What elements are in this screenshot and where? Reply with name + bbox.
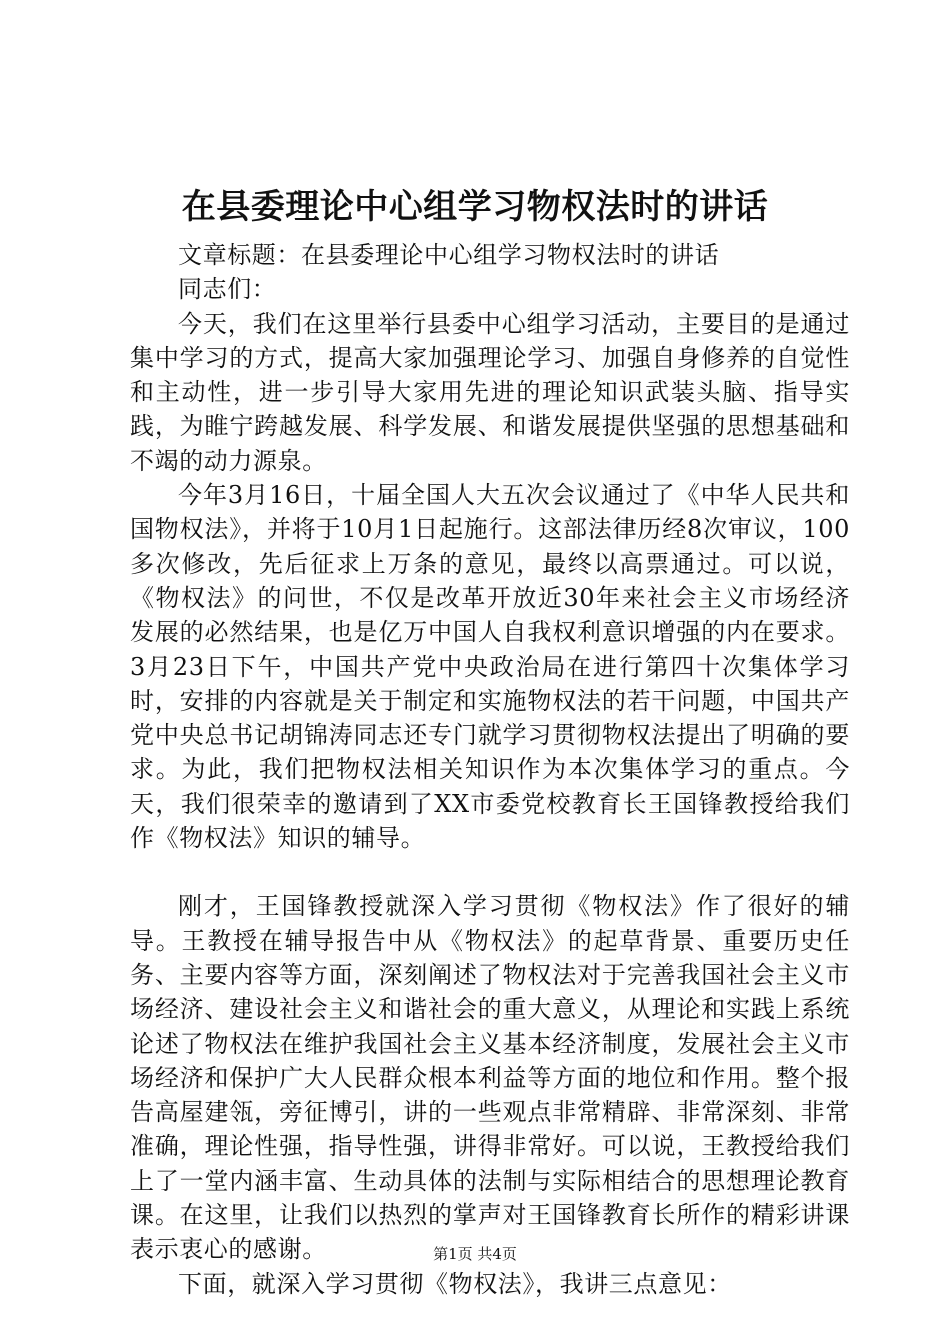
paragraph-3: 刚才，王国锋教授就深入学习贯彻《物权法》作了很好的辅导。王教授在辅导报告中从《物权法》的起草背景、重要历史任务、主要内容等方面，深刻阐述了物权法对于完善我国社会主义市场经济、建设社会主义和谐社会的重大意义，从理论和实践上系统论述了物权法在维护我国社会主义基本经济制度，发展社会主义市场经济和保护广大人民群众根本利益等方面的地位和作用。整个报告高屋建瓴，旁征博引，讲的一些观点非常精辟、非常深刻、非常准确，理论性强，指导性强，讲得非常好。可以说，王教授给我们上了一堂内涵丰富、生动具体的法制与实际相结合的思想理论教育课。在这里，让我们以热烈的掌声对王国锋教育长所作的精彩讲课表示衷心的感谢。 — [130, 892, 850, 1264]
document-title: 在县委理论中心组学习物权法时的讲话 — [181, 187, 769, 227]
salutation: 同志们： — [178, 275, 277, 304]
paragraph-2: 今年3月16日，十届全国人大五次会议通过了《中华人民共和国物权法》，并将于10月1日起施行。这部法律历经8次审议，100多次修改，先后征求上万条的意见，最终以高票通过。可以说，《物权法》的问世，不仅是改革开放近30年来社会主义市场经济发展的必然结果，也是亿万中国人自我权利意识增强的内在要求。3月23日下午，中国共产党中央政治局在进行第四十次集体学习时，安排的内容就是关于制定和实施物权法的若干问题，中国共产党中央总书记胡锦涛同志还专门就学习贯彻物权法提出了明确的要求。为此，我们把物权法相关知识作为本次集体学习的重点。今天，我们很荣幸的邀请到了XX市委党校教育长王国锋教授给我们作《物权法》知识的辅导。 — [130, 481, 850, 853]
paragraph-1: 今天，我们在这里举行县委中心组学习活动，主要目的是通过集中学习的方式，提高大家加强理论学习、加强自身修养的自觉性和主动性，进一步引导大家用先进的理论知识武装头脑、指导实践，为睢宁跨越发展、科学发展、和谐发展提供坚强的思想基础和不竭的动力源泉。 — [130, 309, 850, 475]
page-number-footer: 第1页 共4页 — [433, 1245, 517, 1263]
article-title-line: 文章标题：在县委理论中心组学习物权法时的讲话 — [178, 241, 720, 269]
document-body — [130, 238, 850, 1301]
paragraph-4: 下面，就深入学习贯彻《物权法》，我讲三点意见： — [178, 1269, 732, 1298]
